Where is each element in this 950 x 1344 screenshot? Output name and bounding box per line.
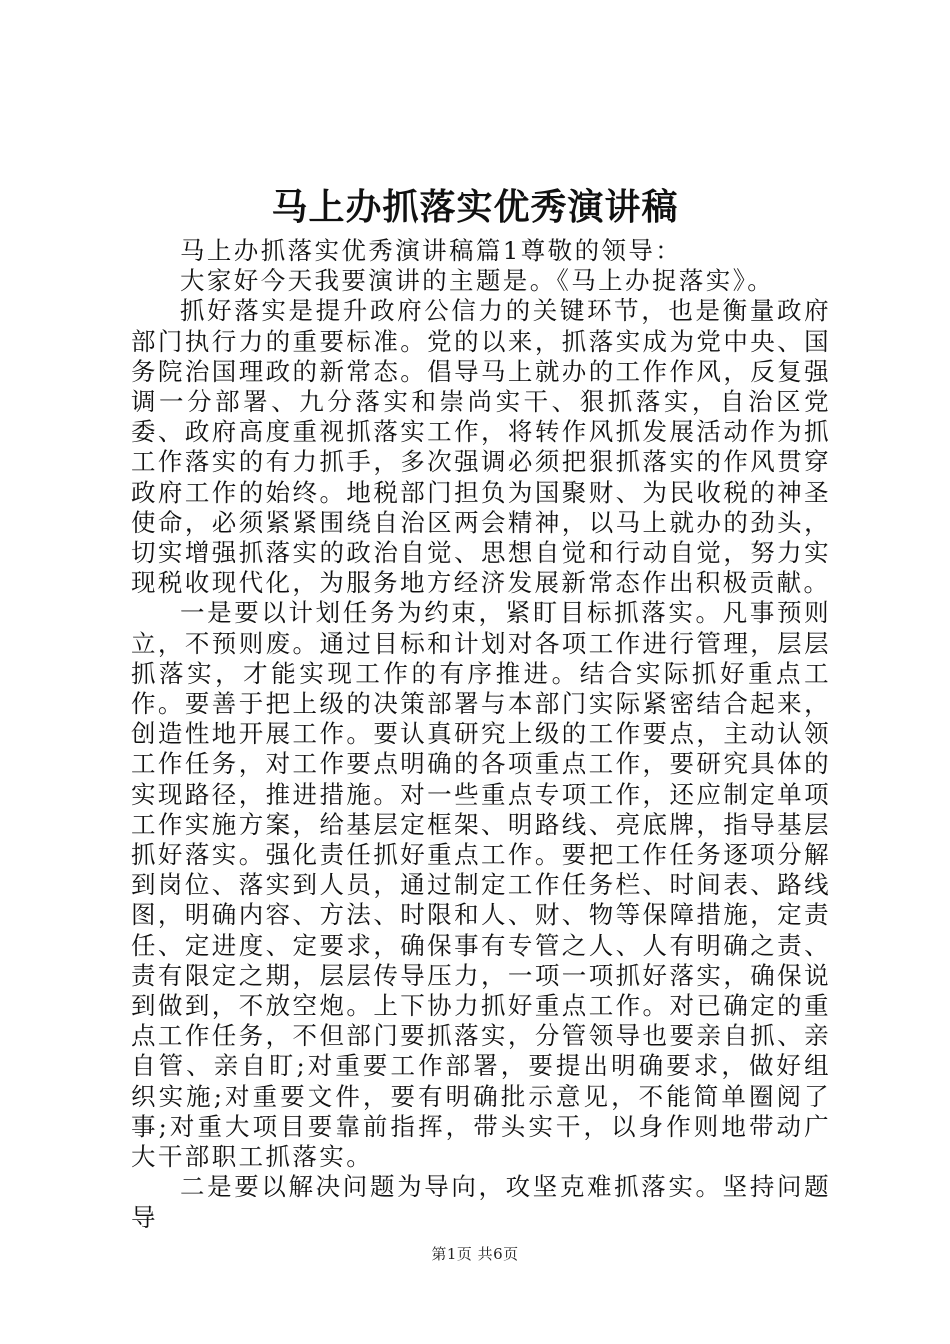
- paragraph: 抓好落实是提升政府公信力的关键环节，也是衡量政府部门执行力的重要标准。党的以来，抓落实成为党中央、国务院治国理政的新常态。倡导马上就办的工作作风，反复强调一分部署、九分落实和崇尚实干、狠抓落实，自治区党委、政府高度重视抓落实工作，将转作风抓发展活动作为抓工作落实的有力抓手，多次强调必须把狠抓落实的作风贯穿政府工作的始终。地税部门担负为国聚财、为民收税的神圣使命，必须紧紧围绕自治区两会精神，以马上就办的劲头，切实增强抓落实的政治自觉、思想自觉和行动自觉，努力实现税收现代化，为服务地方经济发展新常态作出积极贡献。: [131, 296, 831, 598]
- paragraph: 大家好今天我要演讲的主题是。《马上办捉落实》。: [180, 266, 775, 296]
- paragraph: 一是要以计划任务为约束，紧盯目标抓落实。凡事预则立，不预则废。通过目标和计划对各项工作进行管理，层层抓落实，才能实现工作的有序推进。结合实际抓好重点工作。要善于把上级的决策部署与本部门实际紧密结合起来，创造性地开展工作。要认真研究上级的工作要点，主动认领工作任务，对工作要点明确的各项重点工作，要研究具体的实现路径，推进措施。对一些重点专项工作，还应制定单项工作实施方案，给基层定框架、明路线、亮底牌，指导基层抓好落实。强化责任抓好重点工作。要把工作任务逐项分解到岗位、落实到人员，通过制定工作任务栏、时间表、路线图，明确内容、方法、时限和人、财、物等保障措施，定责任、定进度、定要求，确保事有专管之人、人有明确之责、责有限定之期，层层传导压力，一项一项抓好落实，确保说到做到，不放空炮。上下协力抓好重点工作。对已确定的重点工作任务，不但部门要抓落实，分管领导也要亲自抓、亲自管、亲自盯;对重要工作部署，要提出明确要求，做好组织实施;对重要文件，要有明确批示意见，不能简单圈阅了事;对重大项目要靠前指挥，带头实干，以身作则地带动广大干部职工抓落实。: [131, 598, 831, 1172]
- document-body: [131, 236, 831, 1233]
- document-title: 马上办抓落实优秀演讲稿: [271, 186, 679, 228]
- paragraph: 马上办抓落实优秀演讲稿篇1尊敬的领导：: [180, 236, 683, 265]
- page-number-footer: 第1页 共6页: [431, 1245, 519, 1263]
- paragraph: 二是要以解决问题为导向，攻坚克难抓落实。坚持问题导: [131, 1172, 831, 1232]
